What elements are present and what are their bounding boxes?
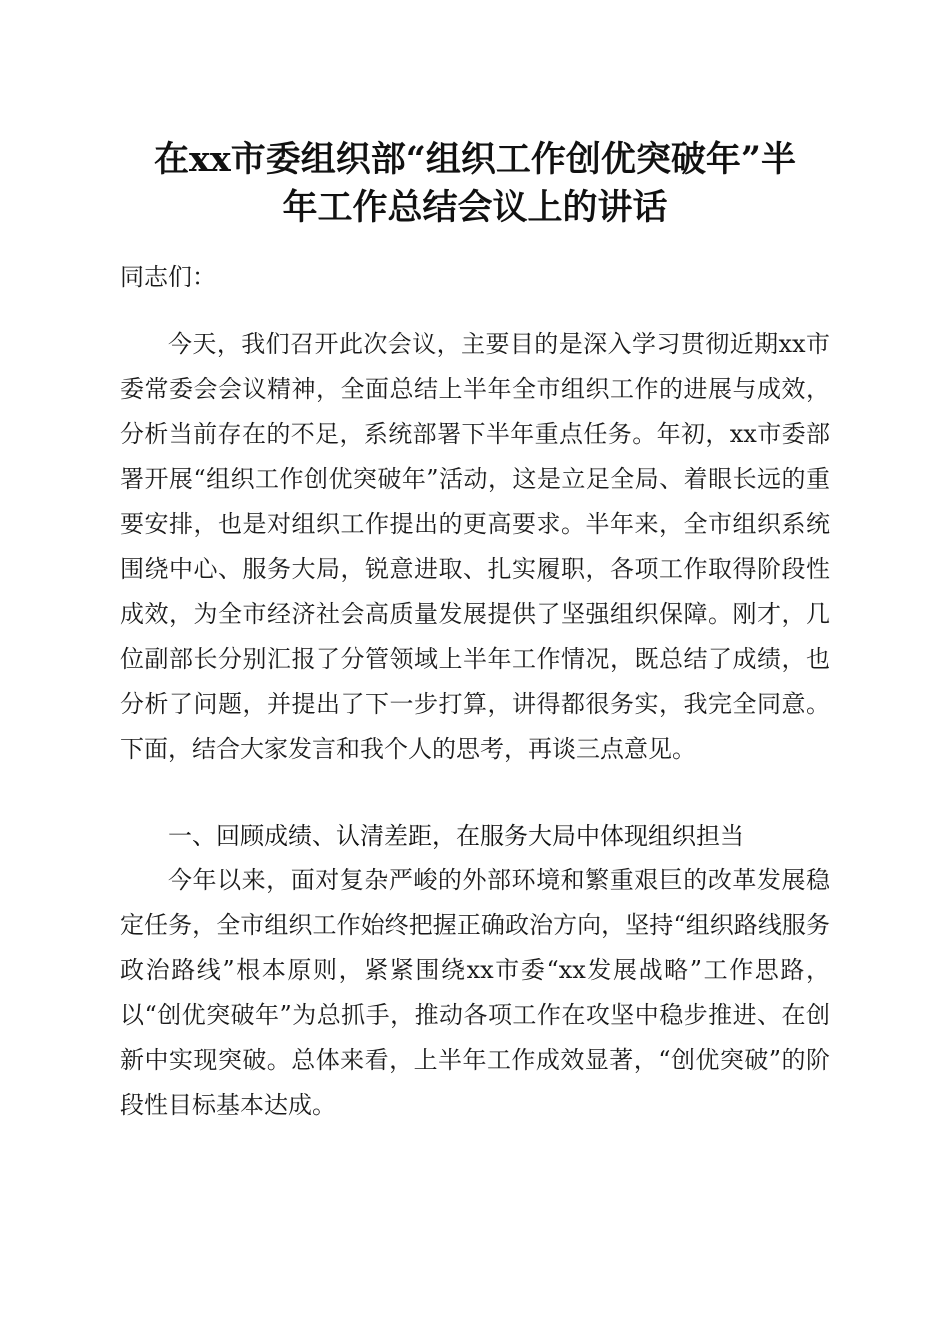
paragraph-opening: 今天，我们召开此次会议，主要目的是深入学习贯彻近期xx市委常委会会议精神，全面总结上半年全市组织工作的进展与成效，分析当前存在的不足，系统部署下半年重点任务。年初，xx市委部署开展“组织工作创优突破年”活动，这是立足全局、着眼长远的重要安排，也是对组织工作提出的更高要求。半年来，全市组织系统围绕中心、服务大局，锐意进取、扎实履职，各项工作取得阶段性成效，为全市经济社会高质量发展提供了坚强组织保障。刚才，几位副部长分别汇报了分管领域上半年工作情况，既总结了成绩，也分析了问题，并提出了下一步打算，讲得都很务实，我完全同意。下面，结合大家发言和我个人的思考，再谈三点意见。 [120, 330, 830, 763]
document-title-line-1: 在xx市委组织部“组织工作创优突破年”半 [154, 139, 796, 180]
paragraph-section-1: 今年以来，面对复杂严峻的外部环境和繁重艰巨的改革发展稳定任务，全市组织工作始终把握正确政治方向，坚持“组织路线服务政治路线”根本原则，紧紧围绕xx市委“xx发展战略”工作思路，以“创优突破年”为总抓手，推动各项工作在攻坚中稳步推进、在创新中实现突破。总体来看，上半年工作成效显著，“创优突破”的阶段性目标基本达成。 [120, 866, 830, 1119]
document-title-line-2: 年工作总结会议上的讲话 [282, 187, 668, 228]
salutation: 同志们： [120, 263, 216, 291]
section-heading-1: 一、回顾成绩、认清差距，在服务大局中体现组织担当 [168, 822, 744, 850]
